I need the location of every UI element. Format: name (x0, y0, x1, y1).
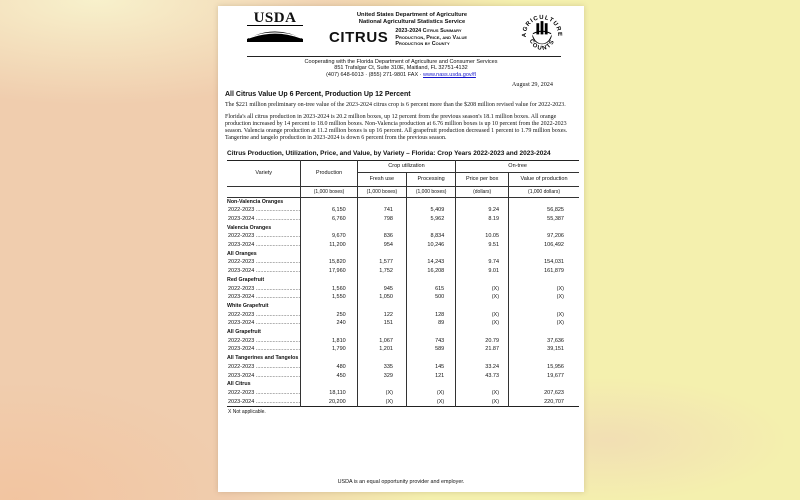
row-value-cell: 589 (406, 345, 455, 354)
header-center (303, 12, 521, 48)
row-value-cell: 43.73 (456, 372, 509, 381)
row-value-cell: 8,834 (406, 232, 455, 241)
empty-cell (357, 224, 406, 233)
row-value-cell: 56,825 (509, 206, 579, 215)
phone-fax-text: (407) 648-6013 · (855) 271-9801 FAX · (326, 71, 424, 78)
agriculture-counts-seal (521, 12, 563, 54)
row-value-cell: (X) (456, 285, 509, 294)
row-year-label: 2022-2023 ..... (227, 206, 301, 215)
empty-cell (301, 354, 357, 363)
row-value-cell: 16,208 (406, 267, 455, 276)
table-data-row (227, 258, 579, 267)
table-data-row (227, 215, 579, 224)
empty-cell (406, 328, 455, 337)
row-value-cell: 89 (406, 319, 455, 328)
row-value-cell: 240 (301, 319, 357, 328)
row-value-cell: 798 (357, 215, 406, 224)
row-value-cell: 5,962 (406, 215, 455, 224)
row-value-cell: 500 (406, 293, 455, 302)
row-year-label: 2022-2023 ..... (227, 232, 301, 241)
header-divider (247, 56, 561, 57)
col-header-variety: Variety (227, 160, 301, 186)
empty-cell (357, 250, 406, 259)
row-value-cell: 15,820 (301, 258, 357, 267)
empty-cell (357, 197, 406, 206)
empty-cell (406, 302, 455, 311)
row-value-cell: 250 (301, 311, 357, 320)
empty-cell (406, 224, 455, 233)
group-variety-label: Valencia Oranges (227, 224, 272, 231)
row-value-cell: 18,110 (301, 389, 357, 398)
cooperator-line-3 (225, 72, 577, 78)
empty-cell (456, 276, 509, 285)
col-header-value-of-production: Value of production (509, 172, 579, 186)
row-year-label: 2023-2024 ..... (227, 293, 301, 302)
empty-cell (406, 276, 455, 285)
row-value-cell: 106,492 (509, 241, 579, 250)
citrus-table (227, 160, 579, 408)
row-value-cell: 145 (406, 363, 455, 372)
group-variety-label: All Grapefruit (227, 329, 261, 336)
units-value: (1,000 dollars) (509, 186, 579, 197)
empty-cell (357, 354, 406, 363)
empty-cell (509, 380, 579, 389)
empty-cell (509, 328, 579, 337)
row-value-cell: 1,790 (301, 345, 357, 354)
row-value-cell: (X) (406, 398, 455, 407)
empty-cell (406, 354, 455, 363)
row-year-label: 2022-2023 ..... (227, 285, 301, 294)
row-value-cell: (X) (509, 311, 579, 320)
empty-cell (357, 276, 406, 285)
table-group-row (227, 328, 579, 337)
table-data-row (227, 345, 579, 354)
row-value-cell: 21.87 (456, 345, 509, 354)
group-variety-label: All Citrus (227, 381, 251, 388)
table-data-row (227, 398, 579, 407)
row-year-label: 2023-2024 ..... (227, 267, 301, 276)
table-data-row (227, 363, 579, 372)
table-data-row (227, 206, 579, 215)
row-value-cell: 17,960 (301, 267, 357, 276)
table-group-row (227, 224, 579, 233)
row-value-cell: 836 (357, 232, 406, 241)
release-date: August 29, 2024 (511, 81, 553, 89)
row-value-cell: 14,243 (406, 258, 455, 267)
row-value-cell: 37,636 (509, 337, 579, 346)
col-header-on-tree: On-tree (456, 160, 579, 172)
empty-cell (509, 276, 579, 285)
row-value-cell: 154,031 (509, 258, 579, 267)
table-body (227, 197, 579, 407)
empty-cell (357, 380, 406, 389)
row-year-label: 2022-2023 ..... (227, 258, 301, 267)
row-value-cell: 743 (406, 337, 455, 346)
col-header-processing: Processing (406, 172, 455, 186)
usda-logo (247, 12, 303, 47)
col-header-crop-utilization: Crop utilization (357, 160, 456, 172)
table-data-row (227, 293, 579, 302)
group-variety-label: White Grapefruit (227, 302, 269, 309)
row-value-cell: 97,206 (509, 232, 579, 241)
usda-logo-text: USDA (247, 12, 303, 26)
agency-line-1: United States Department of Agriculture (356, 12, 468, 18)
row-year-label: 2023-2024 ..... (227, 345, 301, 354)
row-year-label: 2023-2024 ..... (227, 215, 301, 224)
row-value-cell: 5,409 (406, 206, 455, 215)
empty-cell (301, 328, 357, 337)
table-data-row (227, 232, 579, 241)
row-value-cell: 450 (301, 372, 357, 381)
units-production: (1,000 boxes) (301, 186, 357, 197)
row-value-cell: (X) (456, 293, 509, 302)
table-group-row (227, 380, 579, 389)
row-value-cell: 151 (357, 319, 406, 328)
table-title: Citrus Production, Utilization, Price, and Value, by Variety – Florida: Crop Years 2022-2023 and 2023-2024 (227, 149, 551, 157)
row-value-cell: 1,067 (357, 337, 406, 346)
row-value-cell: 9.01 (456, 267, 509, 276)
report-subtitle-2: Production, Price, and Value (395, 34, 468, 41)
row-value-cell: 9.24 (456, 206, 509, 215)
row-year-label: 2023-2024 ..... (227, 241, 301, 250)
row-value-cell: (X) (456, 319, 509, 328)
table-group-row (227, 250, 579, 259)
empty-cell (406, 380, 455, 389)
table-data-row (227, 241, 579, 250)
row-value-cell: 10,246 (406, 241, 455, 250)
seal-bottom-text: COUNTS (527, 38, 557, 53)
empty-cell (456, 250, 509, 259)
table-data-row (227, 285, 579, 294)
row-value-cell: 55,387 (509, 215, 579, 224)
empty-cell (456, 197, 509, 206)
row-value-cell: 954 (357, 241, 406, 250)
row-value-cell: 1,050 (357, 293, 406, 302)
units-variety (227, 186, 301, 197)
row-value-cell: (X) (509, 285, 579, 294)
seal-top-text: AGRICULTURE (521, 14, 563, 38)
group-variety-label: All Tangerines and Tangelos (227, 355, 299, 362)
row-value-cell: 1,560 (301, 285, 357, 294)
report-subtitle-3: Production by County (395, 41, 450, 48)
row-year-label: 2022-2023 ..... (227, 389, 301, 398)
empty-cell (456, 328, 509, 337)
table-group-row (227, 354, 579, 363)
empty-cell (509, 197, 579, 206)
nass-website-link[interactable]: www.nass.usda.gov/fl (423, 71, 476, 78)
paragraph-1: The $221 million preliminary on-tree value of the 2023-2024 citrus crop is 6 percent more than the $208 million revised value for 2022-2023. (225, 102, 566, 109)
cooperator-line-2: 851 Trafalgar Ct, Suite 310E, Maitland, FL 32751-4132 (334, 65, 468, 72)
row-value-cell: (X) (456, 311, 509, 320)
row-value-cell: 19,677 (509, 372, 579, 381)
table-data-row (227, 267, 579, 276)
row-value-cell: 335 (357, 363, 406, 372)
table-group-row (227, 197, 579, 206)
table-data-row (227, 337, 579, 346)
seal-emblem-icon (532, 21, 552, 44)
table-data-row (227, 319, 579, 328)
row-value-cell: 20,200 (301, 398, 357, 407)
table-data-row (227, 311, 579, 320)
row-value-cell: 15,956 (509, 363, 579, 372)
report-name: CITRUS (328, 29, 389, 47)
empty-cell (456, 224, 509, 233)
col-header-price-per-box: Price per box (456, 172, 509, 186)
row-value-cell: 220,707 (509, 398, 579, 407)
empty-cell (456, 380, 509, 389)
usda-swoosh-icon (247, 26, 303, 42)
group-variety-label: Red Grapefruit (227, 276, 265, 283)
row-value-cell: 741 (357, 206, 406, 215)
row-value-cell: 615 (406, 285, 455, 294)
row-value-cell: 329 (357, 372, 406, 381)
row-value-cell: 20.79 (456, 337, 509, 346)
row-value-cell: 1,201 (357, 345, 406, 354)
group-variety-label: All Oranges (227, 250, 257, 257)
empty-cell (509, 224, 579, 233)
row-value-cell: 8.19 (456, 215, 509, 224)
row-year-label: 2023-2024 ..... (227, 319, 301, 328)
empty-cell (406, 250, 455, 259)
row-value-cell: 122 (357, 311, 406, 320)
row-value-cell: (X) (509, 293, 579, 302)
row-value-cell: 39,151 (509, 345, 579, 354)
agency-line-2: National Agricultural Statistics Service (358, 19, 466, 25)
row-value-cell: 11,200 (301, 241, 357, 250)
row-value-cell: 6,150 (301, 206, 357, 215)
empty-cell (509, 302, 579, 311)
empty-cell (301, 197, 357, 206)
report-header (225, 12, 577, 54)
row-value-cell: 1,752 (357, 267, 406, 276)
row-value-cell: (X) (509, 319, 579, 328)
row-year-label: 2023-2024 ..... (227, 398, 301, 407)
table-footnote: X Not applicable. (228, 409, 266, 416)
table-group-row (227, 302, 579, 311)
row-value-cell: (X) (357, 398, 406, 407)
empty-cell (509, 354, 579, 363)
svg-text:COUNTS (528, 38, 557, 52)
row-value-cell: 9.51 (456, 241, 509, 250)
row-value-cell: (X) (456, 398, 509, 407)
col-header-fresh-use: Fresh use (357, 172, 406, 186)
empty-cell (301, 250, 357, 259)
empty-cell (509, 250, 579, 259)
table-data-row (227, 372, 579, 381)
empty-cell (301, 380, 357, 389)
units-fresh-use: (1,000 boxes) (357, 186, 406, 197)
row-year-label: 2022-2023 ..... (227, 337, 301, 346)
row-value-cell: 128 (406, 311, 455, 320)
cooperator-block (225, 59, 577, 78)
col-header-production: Production (301, 160, 357, 186)
paragraph-2: Florida's all citrus production in 2023-2024 is 20.2 million boxes, up 12 percent from the previous season's 18.1 million boxes. All orange production increased by 14 percent to 18.0 million boxes. Non-Valencia production at 6.76 million boxes is up 10 percent from the 2022-2023 season. Valencia orange production at 11.2 million boxes is up 16 percent. All grapefruit production decreased 1 percent to 1.79 million boxes. Tangerine and tangelo production in 2023-2024 is down 6 percent from the previous season. (225, 113, 568, 142)
row-value-cell: (X) (357, 389, 406, 398)
empty-cell (357, 302, 406, 311)
row-value-cell: 480 (301, 363, 357, 372)
row-value-cell: 1,550 (301, 293, 357, 302)
empty-cell (301, 302, 357, 311)
table-data-row (227, 389, 579, 398)
empty-cell (357, 328, 406, 337)
row-value-cell: 9,670 (301, 232, 357, 241)
units-price: (dollars) (456, 186, 509, 197)
row-year-label: 2022-2023 ..... (227, 311, 301, 320)
empty-cell (456, 302, 509, 311)
headline: All Citrus Value Up 6 Percent, Production Up 12 Percent (225, 91, 411, 99)
cooperator-line-1: Cooperating with the Florida Department of Agriculture and Consumer Services (304, 59, 498, 65)
row-value-cell: 6,760 (301, 215, 357, 224)
row-value-cell: 161,879 (509, 267, 579, 276)
empty-cell (406, 197, 455, 206)
row-value-cell: (X) (406, 389, 455, 398)
empty-cell (456, 354, 509, 363)
row-value-cell: 33.24 (456, 363, 509, 372)
row-value-cell: 121 (406, 372, 455, 381)
row-value-cell: 9.74 (456, 258, 509, 267)
row-year-label: 2023-2024 ..... (227, 372, 301, 381)
empty-cell (301, 224, 357, 233)
table-group-row (227, 276, 579, 285)
report-title-block (328, 28, 468, 48)
units-processing: (1,000 boxes) (406, 186, 455, 197)
document-page (218, 6, 584, 492)
row-value-cell: 207,623 (509, 389, 579, 398)
page-footer: USDA is an equal opportunity provider and employer. (337, 479, 465, 485)
empty-cell (301, 276, 357, 285)
row-year-label: 2022-2023 ..... (227, 363, 301, 372)
group-variety-label: Non-Valencia Oranges (227, 198, 284, 205)
report-subtitle-1: 2023-2024 Citrus Summary (395, 28, 462, 34)
row-value-cell: 1,810 (301, 337, 357, 346)
row-value-cell: 10.05 (456, 232, 509, 241)
row-value-cell: (X) (456, 389, 509, 398)
row-value-cell: 945 (357, 285, 406, 294)
row-value-cell: 1,577 (357, 258, 406, 267)
